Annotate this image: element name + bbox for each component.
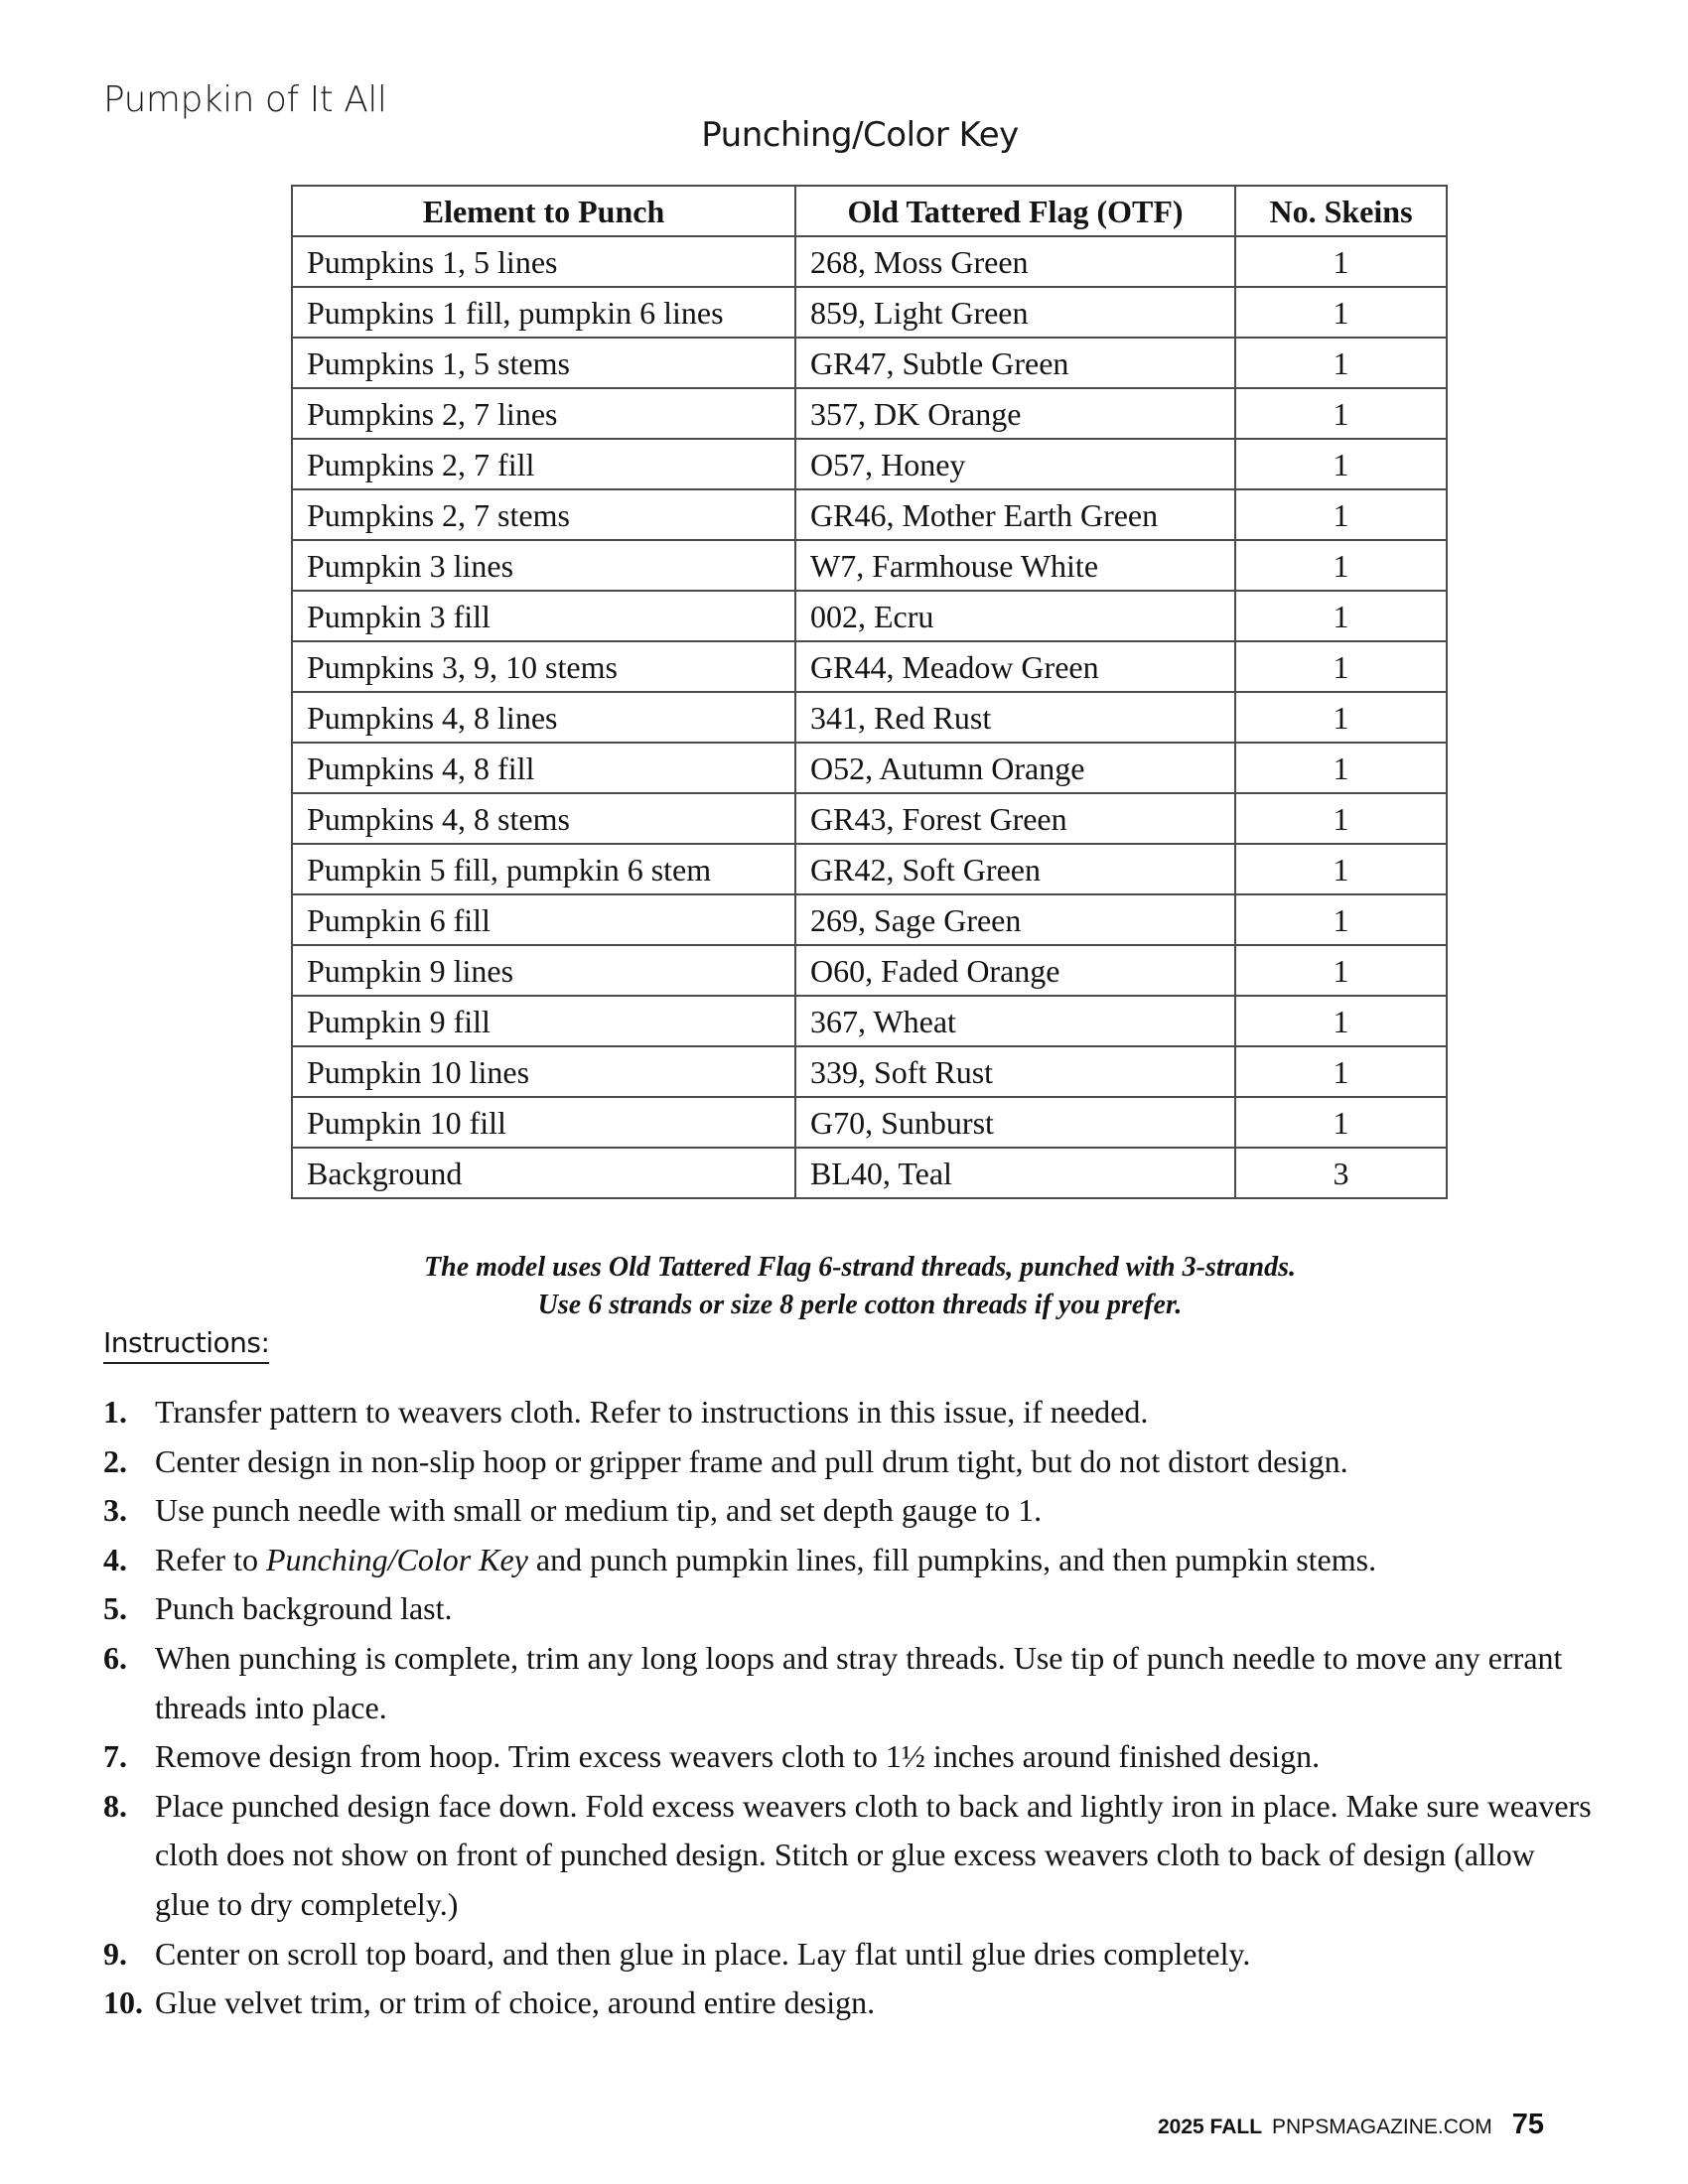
step-number: 5. bbox=[103, 1590, 127, 1627]
footnote-line: The model uses Old Tattered Flag 6-strand threads, punched with 3-strands. bbox=[424, 1252, 1296, 1283]
cell-thread: O60, Faded Orange bbox=[795, 945, 1235, 996]
color-key-title: Punching/Color Key bbox=[701, 115, 1019, 155]
cell-skeins: 1 bbox=[1235, 388, 1447, 439]
instruction-step bbox=[103, 1732, 1593, 1782]
cell-thread: GR47, Subtle Green bbox=[795, 338, 1235, 388]
column-header-skeins: No. Skeins bbox=[1235, 186, 1447, 236]
cell-thread: G70, Sunburst bbox=[795, 1097, 1235, 1148]
cell-element: Pumpkin 9 fill bbox=[292, 996, 795, 1046]
cell-thread: GR46, Mother Earth Green bbox=[795, 489, 1235, 540]
cell-skeins: 1 bbox=[1235, 743, 1447, 793]
cell-element: Pumpkin 9 lines bbox=[292, 945, 795, 996]
table-row bbox=[292, 1046, 1447, 1097]
cell-skeins: 1 bbox=[1235, 1046, 1447, 1097]
instruction-step bbox=[103, 1536, 1593, 1585]
cell-element: Pumpkins 1 fill, pumpkin 6 lines bbox=[292, 287, 795, 338]
instruction-step bbox=[103, 1930, 1593, 1979]
table-row bbox=[292, 894, 1447, 945]
instruction-step bbox=[103, 1388, 1593, 1437]
color-key-reference: Punching/Color Key bbox=[265, 1541, 528, 1577]
cell-element: Pumpkin 5 fill, pumpkin 6 stem bbox=[292, 844, 795, 894]
table-row bbox=[292, 692, 1447, 743]
instructions-list bbox=[103, 1388, 1593, 2028]
cell-skeins: 1 bbox=[1235, 338, 1447, 388]
cell-element: Pumpkin 3 lines bbox=[292, 540, 795, 591]
page-footer bbox=[1158, 2109, 1544, 2141]
instruction-step bbox=[103, 1486, 1593, 1536]
step-text: Remove design from hoop. Trim excess weavers cloth to 1½ inches around finished design. bbox=[155, 1738, 1321, 1775]
step-number: 7. bbox=[103, 1738, 127, 1775]
table-row bbox=[292, 844, 1447, 894]
cell-skeins: 1 bbox=[1235, 540, 1447, 591]
cell-skeins: 3 bbox=[1235, 1148, 1447, 1198]
cell-thread: 357, DK Orange bbox=[795, 388, 1235, 439]
step-text: When punching is complete, trim any long loops and stray threads. Use tip of punch needle to move any errant threads into place. bbox=[155, 1639, 1563, 1725]
table-row bbox=[292, 743, 1447, 793]
cell-element: Pumpkins 2, 7 stems bbox=[292, 489, 795, 540]
cell-skeins: 1 bbox=[1235, 1097, 1447, 1148]
cell-thread: 002, Ecru bbox=[795, 591, 1235, 641]
step-text bbox=[155, 1536, 1593, 1585]
cell-thread: O52, Autumn Orange bbox=[795, 743, 1235, 793]
step-number: 2. bbox=[103, 1442, 127, 1479]
table-header-row bbox=[292, 186, 1447, 236]
instruction-step bbox=[103, 1979, 1593, 2028]
cell-element: Pumpkins 1, 5 stems bbox=[292, 338, 795, 388]
cell-element: Pumpkins 2, 7 lines bbox=[292, 388, 795, 439]
table-row bbox=[292, 591, 1447, 641]
step-text-post: and punch pumpkin lines, fill pumpkins, and then pumpkin stems. bbox=[527, 1541, 1377, 1577]
table-row bbox=[292, 489, 1447, 540]
step-text-pre: Refer to bbox=[155, 1541, 266, 1577]
cell-thread: W7, Farmhouse White bbox=[795, 540, 1235, 591]
cell-skeins: 1 bbox=[1235, 591, 1447, 641]
cell-skeins: 1 bbox=[1235, 236, 1447, 287]
cell-element: Pumpkins 1, 5 lines bbox=[292, 236, 795, 287]
cell-skeins: 1 bbox=[1235, 641, 1447, 692]
issue-label: 2025 FALL bbox=[1158, 2116, 1263, 2138]
cell-thread: 268, Moss Green bbox=[795, 236, 1235, 287]
step-text: Use punch needle with small or medium tip, and set depth gauge to 1. bbox=[155, 1492, 1043, 1529]
step-number: 4. bbox=[103, 1541, 127, 1577]
website-label: PNPSMAGAZINE.COM bbox=[1272, 2116, 1492, 2138]
column-header-element: Element to Punch bbox=[292, 186, 795, 236]
cell-thread: GR44, Meadow Green bbox=[795, 641, 1235, 692]
step-number: 6. bbox=[103, 1639, 127, 1676]
cell-thread: 367, Wheat bbox=[795, 996, 1235, 1046]
table-row bbox=[292, 641, 1447, 692]
document-title: Pumpkin of It All bbox=[103, 79, 387, 120]
column-header-thread: Old Tattered Flag (OTF) bbox=[795, 186, 1235, 236]
step-text: Center on scroll top board, and then glue in place. Lay flat until glue dries completely. bbox=[155, 1935, 1251, 1972]
step-text: Glue velvet trim, or trim of choice, around entire design. bbox=[155, 1984, 876, 2021]
cell-skeins: 1 bbox=[1235, 894, 1447, 945]
cell-skeins: 1 bbox=[1235, 844, 1447, 894]
cell-thread: 859, Light Green bbox=[795, 287, 1235, 338]
cell-thread: 341, Red Rust bbox=[795, 692, 1235, 743]
step-text: Place punched design face down. Fold excess weavers cloth to back and lightly iron in place. Make sure weavers cloth does not show on front of punched design. Stitch or glue excess weavers cloth to back of design (allow glue to dry completely.) bbox=[155, 1787, 1592, 1922]
table-row bbox=[292, 1148, 1447, 1198]
cell-element: Pumpkins 2, 7 fill bbox=[292, 439, 795, 489]
step-number: 3. bbox=[103, 1492, 127, 1529]
cell-element: Pumpkin 10 lines bbox=[292, 1046, 795, 1097]
instruction-step bbox=[103, 1634, 1593, 1732]
color-key-table bbox=[291, 185, 1448, 1199]
step-number: 1. bbox=[103, 1394, 127, 1430]
cell-skeins: 1 bbox=[1235, 489, 1447, 540]
step-number: 9. bbox=[103, 1935, 127, 1972]
cell-skeins: 1 bbox=[1235, 793, 1447, 844]
table-row bbox=[292, 287, 1447, 338]
cell-thread: O57, Honey bbox=[795, 439, 1235, 489]
cell-element: Pumpkins 4, 8 fill bbox=[292, 743, 795, 793]
footnote-line: Use 6 strands or size 8 perle cotton threads if you prefer. bbox=[537, 1290, 1183, 1320]
table-row bbox=[292, 540, 1447, 591]
cell-element: Pumpkins 4, 8 stems bbox=[292, 793, 795, 844]
cell-thread: BL40, Teal bbox=[795, 1148, 1235, 1198]
table-row bbox=[292, 793, 1447, 844]
cell-thread: 339, Soft Rust bbox=[795, 1046, 1235, 1097]
thread-footnote bbox=[0, 1249, 1688, 1324]
cell-element: Pumpkins 4, 8 lines bbox=[292, 692, 795, 743]
cell-element: Pumpkin 10 fill bbox=[292, 1097, 795, 1148]
step-text: Punch background last. bbox=[155, 1590, 453, 1627]
table-row bbox=[292, 338, 1447, 388]
table-row bbox=[292, 439, 1447, 489]
cell-skeins: 1 bbox=[1235, 439, 1447, 489]
cell-thread: GR43, Forest Green bbox=[795, 793, 1235, 844]
instruction-step bbox=[103, 1782, 1593, 1930]
instruction-step bbox=[103, 1584, 1593, 1634]
step-number: 8. bbox=[103, 1787, 127, 1824]
cell-thread: GR42, Soft Green bbox=[795, 844, 1235, 894]
table-row bbox=[292, 388, 1447, 439]
cell-skeins: 1 bbox=[1235, 945, 1447, 996]
cell-skeins: 1 bbox=[1235, 996, 1447, 1046]
step-text: Transfer pattern to weavers cloth. Refer to instructions in this issue, if needed. bbox=[155, 1394, 1149, 1430]
step-number: 10. bbox=[103, 1984, 143, 2021]
cell-skeins: 1 bbox=[1235, 692, 1447, 743]
cell-element: Pumpkin 3 fill bbox=[292, 591, 795, 641]
table-row bbox=[292, 1097, 1447, 1148]
cell-element: Pumpkins 3, 9, 10 stems bbox=[292, 641, 795, 692]
step-text: Center design in non-slip hoop or gripper frame and pull drum tight, but do not distort design. bbox=[155, 1442, 1348, 1479]
instruction-step bbox=[103, 1437, 1593, 1487]
cell-thread: 269, Sage Green bbox=[795, 894, 1235, 945]
cell-skeins: 1 bbox=[1235, 287, 1447, 338]
cell-element: Pumpkin 6 fill bbox=[292, 894, 795, 945]
table-row bbox=[292, 236, 1447, 287]
page-number: 75 bbox=[1511, 2109, 1545, 2140]
cell-element: Background bbox=[292, 1148, 795, 1198]
table-row bbox=[292, 945, 1447, 996]
table-row bbox=[292, 996, 1447, 1046]
instructions-title: Instructions: bbox=[103, 1326, 269, 1364]
